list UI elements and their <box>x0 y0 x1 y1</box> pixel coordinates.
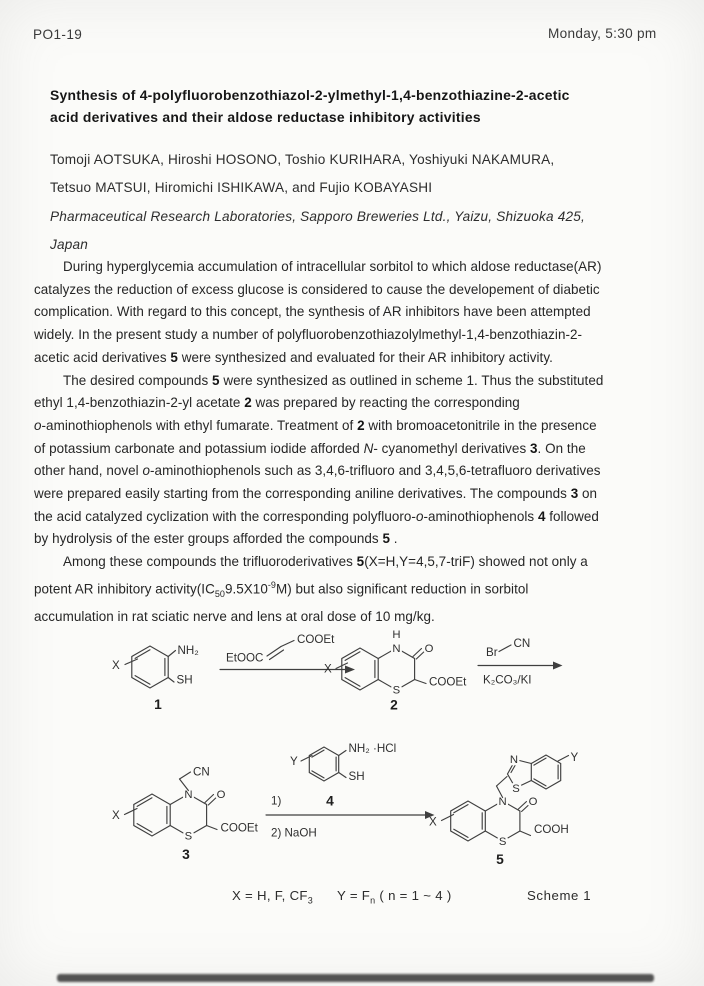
title-line: acid derivatives and their aldose reductase inhibitory activities <box>50 109 481 126</box>
compound-1-number: 1 <box>154 697 162 712</box>
bromine-label: Br <box>486 646 498 659</box>
compound-3-number: 3 <box>182 847 190 862</box>
amine-hcl-label: NH₂ ·HCl <box>348 742 397 755</box>
nitrogen-label: N <box>498 795 507 808</box>
substituent-x-label: X <box>324 662 332 676</box>
body-line: accumulation in rat sciatic nerve and lens at oral dose of 10 mg/kg. <box>34 608 435 624</box>
sulfur-label: S <box>498 835 507 848</box>
sulfur-label: S <box>392 684 401 697</box>
carbonyl-oxygen-label: O <box>424 643 434 655</box>
body-line: of potassium carbonate and potassium iodide afforded N- cyanomethyl derivatives 3. On the <box>34 440 586 456</box>
affiliation-line: Pharmaceutical Research Laboratories, Sapporo Breweries Ltd., Yaizu, Shizuoka 425, <box>50 208 586 224</box>
carbonyl-oxygen-label: O <box>528 796 538 808</box>
arrowhead <box>553 662 563 670</box>
acid-group-label: COOH <box>534 823 569 836</box>
body-line: by hydrolysis of the ester groups afforded the compounds 5 . <box>34 531 398 547</box>
paper-title <box>50 84 675 129</box>
affiliation-line: Japan <box>50 236 89 252</box>
carbonyl-oxygen-label: O <box>216 789 226 801</box>
author-list <box>50 146 670 202</box>
substituent-y-label: Y <box>570 751 579 764</box>
substituent-x-label: X <box>112 659 120 672</box>
body-line: complication. With regard to this concept, the synthesis of AR inhibitors have been attempted <box>34 304 591 320</box>
thiol-group-label: SH <box>348 770 365 783</box>
nitrile-label: CN <box>513 637 531 650</box>
base-conditions-label: K₂CO₃/KI <box>483 673 532 687</box>
session-time: Monday, 5:30 pm <box>548 26 657 41</box>
compound-4-number: 4 <box>326 793 334 809</box>
body-line: the acid catalyzed cyclization with the corresponding polyfluoro-o-aminothiophenols 4 followed <box>34 508 599 524</box>
reaction-scheme-1 <box>0 605 704 935</box>
body-line: potent AR inhibitory $activity(IC_{50}9.5X10^{-9}M)$ but also significant reduction in sorbitol <box>34 579 529 600</box>
body-line: widely. In the present study a number of polyfluorobenzothiazolylmethyl-1,4-benzothiazin-2- <box>34 327 583 343</box>
nh-hydrogen-label: H <box>392 629 401 641</box>
thiazole-sulfur-label: S <box>512 783 520 795</box>
cyanomethyl-label: CN <box>193 765 210 779</box>
compound-4-structure <box>266 742 435 840</box>
session-code: PO1-19 <box>33 27 83 42</box>
title-line: Synthesis of 4-polyfluorobenzothiazol-2-ylmethyl-1,4-benzothiazine-2-acetic <box>50 87 570 103</box>
body-line: The desired compounds 5 were synthesized as outlined in scheme 1. Thus the substituted <box>63 372 604 388</box>
scheme-caption: Scheme 1 <box>527 888 592 903</box>
scan-edge-artifact <box>57 974 654 982</box>
legend-x-definition: X = H, F, $CF_3$ <box>232 888 314 906</box>
substituent-y-label: Y <box>290 755 298 768</box>
cooet-label: COOEt <box>297 633 335 646</box>
substituent-x-label: X <box>429 815 437 829</box>
substituent-x-label: X <box>112 809 120 822</box>
compound-5-structure <box>429 751 579 867</box>
body-line: Among these compounds the trifluoroderivatives 5(X=H,Y=4,5,7-triF) showed not only a <box>63 554 588 570</box>
ethyl-fumarate-reagent <box>220 633 355 674</box>
authors-line: Tetsuo MATSUI, Hiromichi ISHIKAWA, and Fujio KOBAYASHI <box>50 180 433 196</box>
legend-y-definition: $Y = F_n$ ( n = 1 ~ 4 ) <box>337 888 452 906</box>
ester-group-label: COOEt <box>220 821 258 835</box>
compound-3-structure <box>112 766 259 863</box>
body-line: acetic acid derivatives 5 were synthesized and evaluated for their AR inhibitory activity. <box>34 349 553 365</box>
authors-line: Tomoji AOTSUKA, Hiroshi HOSONO, Toshio KURIHARA, Yoshiyuki NAKAMURA, <box>50 152 555 167</box>
nitrogen-label: N <box>392 642 401 655</box>
step-2-label: 2) NaOH <box>271 826 317 840</box>
step-1-label: 1) <box>271 794 282 808</box>
body-line: other hand, novel o-aminothiophenols such as 3,4,6-trifluoro and 3,4,5,6-tetrafluoro derivatives <box>34 463 601 479</box>
etooc-label: EtOOC <box>226 651 264 665</box>
bromoacetonitrile-reagent <box>478 637 563 687</box>
compound-2-number: 2 <box>390 697 398 713</box>
body-line: ethyl 1,4-benzothiazin-2-yl acetate 2 was prepared by reacting the corresponding <box>34 395 520 411</box>
body-line: were prepared easily starting from the corresponding aniline derivatives. The compounds 3 on <box>34 486 598 502</box>
ester-group-label: COOEt <box>429 675 467 689</box>
abstract-body <box>34 256 682 628</box>
body-line: catalyzes the reduction of excess glucose is considered to cause the developement of diabetic <box>34 281 600 297</box>
sulfur-label: S <box>184 830 193 843</box>
compound-5-number: 5 <box>496 852 504 867</box>
body-line: During hyperglycemia accumulation of intracellular sorbitol to which aldose reductase(AR) <box>63 259 602 274</box>
affiliation <box>50 203 670 259</box>
amine-group-label: NH₂ <box>177 644 199 657</box>
thiazole-nitrogen-label: N <box>509 754 519 766</box>
body-line: o-aminothiophenols with ethyl fumarate. Treatment of 2 with bromoacetonitrile in the presence <box>34 417 597 433</box>
nitrogen-label: N <box>184 788 193 801</box>
arrowhead <box>345 666 355 674</box>
thiol-group-label: SH <box>176 673 193 687</box>
compound-1-structure <box>112 644 199 712</box>
